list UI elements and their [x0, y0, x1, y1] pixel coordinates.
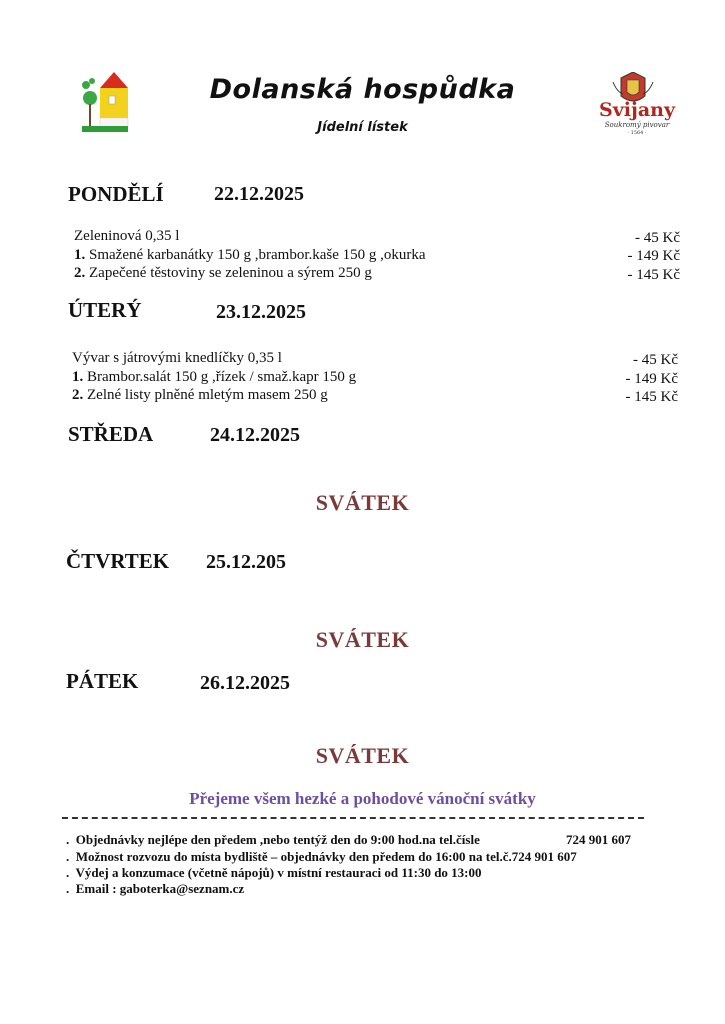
day-name-thursday: ČTVRTEK [66, 549, 170, 573]
footer-note-text: Objednávky nejlépe den předem ,nebo tentýž den do 9:00 hod.na tel.čísle [75, 832, 480, 847]
day-date-friday: 26.12.2025 [200, 672, 290, 694]
footer-note-pickup [66, 865, 482, 881]
footer-note-delivery [66, 849, 577, 865]
menu-item-number: 1. [74, 247, 86, 263]
bullet: . [66, 865, 70, 880]
menu-item-monday-soup [74, 228, 179, 245]
holiday-label-friday: SVÁTEK [315, 743, 410, 768]
menu-item-number: 1. [72, 369, 84, 385]
menu-item-price: - 45 Kč [635, 230, 680, 246]
menu-item-monday-1 [74, 247, 426, 264]
day-name-monday: PONDĚLÍ [68, 182, 164, 206]
menu-item-text: Brambor.salát 150 g ,řízek / smaž.kapr 150 g [83, 369, 357, 385]
day-name-friday: PÁTEK [66, 669, 139, 693]
page-title: Dolanská hospůdka [209, 74, 516, 105]
holiday-label-thursday: SVÁTEK [315, 627, 410, 652]
dashed-divider [62, 817, 644, 819]
svijany-logo-tagline: Soukromý pivovar [604, 121, 670, 129]
menu-item-price: - 45 Kč [633, 352, 678, 368]
day-date-wednesday: 24.12.2025 [210, 424, 300, 446]
footer-note-text: Email : gaboterka@seznam.cz [75, 881, 245, 896]
day-name-tuesday: ÚTERÝ [68, 298, 142, 322]
menu-item-text: Zapečené těstoviny se zeleninou a sýrem 250 g [85, 265, 372, 281]
menu-item-text: Vývar s játrovými knedlíčky 0,35 l [72, 350, 282, 366]
footer-note-text: Možnost rozvozu do místa bydliště – objednávky den předem do 16:00 na tel.č.724 901 607 [75, 849, 577, 864]
menu-item-tuesday-2 [72, 387, 328, 404]
holiday-label-wednesday: SVÁTEK [315, 490, 410, 515]
day-name-wednesday: STŘEDA [68, 422, 154, 446]
menu-item-tuesday-soup [72, 350, 282, 367]
page-subtitle: Jídelní lístek [317, 120, 408, 135]
bullet: . [66, 832, 70, 847]
menu-item-price: - 145 Kč [625, 389, 678, 405]
footer-note-text: Výdej a konzumace (včetně nápojů) v místní restauraci od 11:30 do 13:00 [75, 865, 482, 880]
holiday-wish: Přejeme všem hezké a pohodové vánoční svátky [189, 789, 536, 808]
svijany-logo [583, 72, 691, 136]
svijany-logo-year: · 1564 · [627, 130, 647, 136]
day-date-thursday: 25.12.205 [206, 551, 286, 573]
bullet: . [66, 849, 70, 864]
menu-item-price: - 149 Kč [625, 371, 678, 387]
menu-item-price: - 149 Kč [627, 248, 680, 264]
footer-note-orders [66, 832, 656, 848]
bullet: . [66, 881, 70, 896]
menu-item-monday-2 [74, 265, 372, 282]
menu-item-tuesday-1 [72, 369, 356, 386]
menu-item-price: - 145 Kč [627, 267, 680, 283]
menu-item-text: Zeleninová 0,35 l [74, 228, 180, 244]
menu-item-text: Smažené karbanátky 150 g ,brambor.kaše 150 g ,okurka [85, 247, 426, 263]
menu-item-number: 2. [74, 265, 86, 281]
day-date-tuesday: 23.12.2025 [216, 301, 306, 323]
svijany-logo-text: Svijany [598, 99, 676, 121]
footer-phone: 724 901 607 [566, 832, 631, 847]
menu-item-text: Zelné listy plněné mletým masem 250 g [83, 387, 328, 403]
menu-item-number: 2. [72, 387, 84, 403]
footer-note-email [66, 881, 244, 897]
day-date-monday: 22.12.2025 [214, 183, 304, 205]
